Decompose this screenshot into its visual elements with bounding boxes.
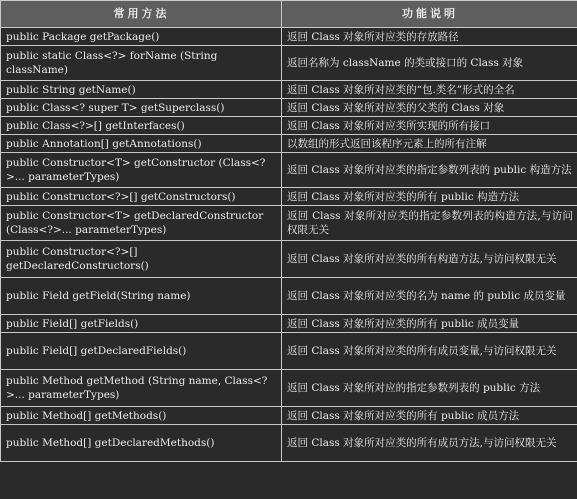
table-row <box>1 117 577 135</box>
table-row <box>1 81 577 99</box>
table-row <box>1 278 577 315</box>
description-cell: 返回 Class 对象所对应类的所有 public 构造方法 <box>282 188 577 206</box>
description-cell: 返回 Class 对象所对应类的“包.类名”形式的全名 <box>282 81 577 99</box>
description-cell: 返回 Class 对象所对应类的所有成员方法,与访问权限无关 <box>282 425 577 462</box>
method-cell: public Field getField(String name) <box>1 278 282 315</box>
header-method: 常用方法 <box>1 1 282 28</box>
header-description: 功能说明 <box>282 1 577 28</box>
method-cell: public Constructor<T> getConstructor (Class<?>... parameterTypes) <box>1 153 282 188</box>
table-row <box>1 28 577 46</box>
method-cell: public Method getMethod (String name, Class<?>... parameterTypes) <box>1 370 282 407</box>
description-cell: 返回 Class 对象所对应类的所有 public 成员变量 <box>282 315 577 333</box>
table-row <box>1 206 577 241</box>
description-cell: 返回 Class 对象所对应类所实现的所有接口 <box>282 117 577 135</box>
description-cell: 返回 Class 对象所对应类的存放路径 <box>282 28 577 46</box>
method-cell: public Constructor<?>[] getConstructors() <box>1 188 282 206</box>
table-row <box>1 425 577 462</box>
table-row <box>1 333 577 370</box>
table-row <box>1 315 577 333</box>
method-cell: public Class<?>[] getInterfaces() <box>1 117 282 135</box>
table-row <box>1 135 577 153</box>
table-row <box>1 46 577 81</box>
description-cell: 返回 Class 对象所对应类的所有构造方法,与访问权限无关 <box>282 241 577 278</box>
description-cell: 返回 Class 对象所对应类的所有 public 成员方法 <box>282 407 577 425</box>
description-cell: 返回 Class 对象所对应类的父类的 Class 对象 <box>282 99 577 117</box>
description-cell: 返回 Class 对象所对应类的指定参数列表的构造方法,与访问权限无关 <box>282 206 577 241</box>
table-row <box>1 407 577 425</box>
method-cell: public Method[] getDeclaredMethods() <box>1 425 282 462</box>
table-header-row <box>1 1 577 28</box>
method-cell: public Package getPackage() <box>1 28 282 46</box>
table-row <box>1 99 577 117</box>
method-cell: public Field[] getDeclaredFields() <box>1 333 282 370</box>
description-cell: 返回名称为 className 的类或接口的 Class 对象 <box>282 46 577 81</box>
method-cell: public static Class<?> forName (String className) <box>1 46 282 81</box>
method-cell: public Class<? super T> getSuperclass() <box>1 99 282 117</box>
description-cell: 返回 Class 对象所对应类的名为 name 的 public 成员变量 <box>282 278 577 315</box>
method-cell: public Constructor<?>[] getDeclaredConstructors() <box>1 241 282 278</box>
description-cell: 返回 Class 对象所对应的指定参数列表的 public 方法 <box>282 370 577 407</box>
table-row <box>1 370 577 407</box>
method-cell: public Annotation[] getAnnotations() <box>1 135 282 153</box>
table-row <box>1 188 577 206</box>
description-cell: 以数组的形式返回该程序元素上的所有注解 <box>282 135 577 153</box>
description-cell: 返回 Class 对象所对应类的所有成员变量,与访问权限无关 <box>282 333 577 370</box>
description-cell: 返回 Class 对象所对应类的指定参数列表的 public 构造方法 <box>282 153 577 188</box>
method-cell: public Field[] getFields() <box>1 315 282 333</box>
table-row <box>1 153 577 188</box>
table-row <box>1 241 577 278</box>
method-cell: public Constructor<T> getDeclaredConstructor (Class<?>... parameterTypes) <box>1 206 282 241</box>
method-cell: public Method[] getMethods() <box>1 407 282 425</box>
method-cell: public String getName() <box>1 81 282 99</box>
